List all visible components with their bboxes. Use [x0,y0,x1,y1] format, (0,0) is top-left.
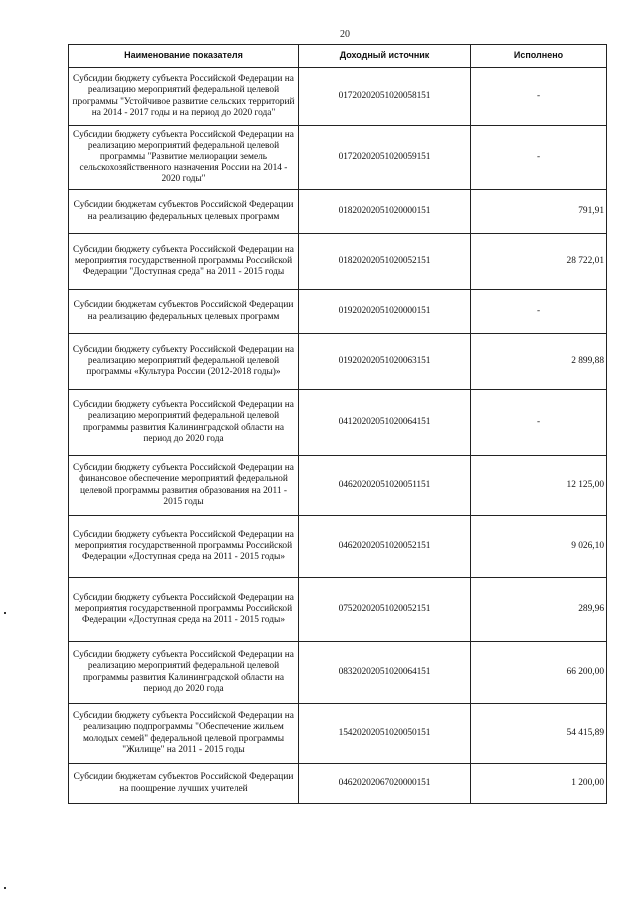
table-row [69,516,607,578]
table-row [69,578,607,642]
revenue-source-cell: 04120202051020064151 [299,390,471,456]
indicator-name-cell: Субсидии бюджету субъекта Российской Федерации на реализацию мероприятий федеральной целевой программы развития Калининградской области на период до 2020 года [69,390,299,456]
table-row [69,334,607,390]
revenue-source-cell: 01720202051020058151 [299,68,471,126]
revenue-source-cell: 01820202051020052151 [299,234,471,290]
indicator-name-cell: Субсидии бюджету субъекта Российской Федерации на реализацию мероприятий федеральной целевой программы "Устойчивое развитие сельских территорий на 2014 - 2017 годы и на период до 2020 года" [69,68,299,126]
table-row [69,68,607,126]
revenue-source-cell: 04620202051020051151 [299,456,471,516]
executed-amount-cell: 12 125,00 [471,456,607,516]
table-row [69,126,607,190]
table-row [69,290,607,334]
indicator-name-cell: Субсидии бюджету субъекту Российской Федерации на реализацию мероприятий федеральной целевой программы «Культура России (2012-2018 годы)» [69,334,299,390]
table-row [69,642,607,704]
header-executed: Исполнено [471,45,607,68]
indicator-name-cell: Субсидии бюджету субъекта Российской Федерации на финансовое обеспечение мероприятий федеральной целевой программы развития образования на 2011 - 2015 годы [69,456,299,516]
table-row [69,704,607,764]
revenue-source-cell: 01920202051020063151 [299,334,471,390]
executed-amount-cell: 54 415,89 [471,704,607,764]
header-revenue-source: Доходный источник [299,45,471,68]
table-row [69,456,607,516]
table-row [69,764,607,804]
table-row [69,234,607,290]
executed-amount-cell: 1 200,00 [471,764,607,804]
revenue-table [68,44,607,804]
indicator-name-cell: Субсидии бюджетам субъектов Российской Федерации на реализацию федеральных целевых программ [69,290,299,334]
scan-mark [4,612,6,614]
indicator-name-cell: Субсидии бюджету субъекта Российской Федерации на реализацию мероприятий федеральной целевой программы развития Калининградской области на период до 2020 года [69,642,299,704]
executed-amount-cell: 2 899,88 [471,334,607,390]
executed-amount-cell: - [471,390,607,456]
executed-amount-cell: - [471,126,607,190]
table-header-row [69,45,607,68]
executed-amount-cell: 791,91 [471,190,607,234]
indicator-name-cell: Субсидии бюджету субъекта Российской Федерации на мероприятия государственной программы Российской Федерации «Доступная среда на 2011 - 2015 годы» [69,578,299,642]
table-row [69,390,607,456]
indicator-name-cell: Субсидии бюджету субъекта Российской Федерации на мероприятия государственной программы Российской Федерации «Доступная среда на 2011 - 2015 годы» [69,516,299,578]
revenue-source-cell: 01920202051020000151 [299,290,471,334]
header-indicator-name: Наименование показателя [69,45,299,68]
indicator-name-cell: Субсидии бюджету субъекта Российской Федерации на реализацию мероприятий федеральной целевой программы "Развитие мелиорации земель сельскохозяйственного назначения России на 2014 - 2020 годы" [69,126,299,190]
indicator-name-cell: Субсидии бюджетам субъектов Российской Федерации на поощрение лучших учителей [69,764,299,804]
revenue-source-cell: 07520202051020052151 [299,578,471,642]
revenue-source-cell: 15420202051020050151 [299,704,471,764]
revenue-source-cell: 08320202051020064151 [299,642,471,704]
revenue-source-cell: 04620202051020052151 [299,516,471,578]
executed-amount-cell: - [471,290,607,334]
revenue-source-cell: 01720202051020059151 [299,126,471,190]
scan-mark [4,887,6,889]
revenue-source-cell: 04620202067020000151 [299,764,471,804]
revenue-source-cell: 01820202051020000151 [299,190,471,234]
indicator-name-cell: Субсидии бюджетам субъектов Российской Федерации на реализацию федеральных целевых программ [69,190,299,234]
executed-amount-cell: 66 200,00 [471,642,607,704]
executed-amount-cell: 28 722,01 [471,234,607,290]
executed-amount-cell: - [471,68,607,126]
executed-amount-cell: 9 026,10 [471,516,607,578]
table-body [69,68,607,804]
indicator-name-cell: Субсидии бюджету субъекта Российской Федерации на мероприятия государственной программы Российской Федерации "Доступная среда" на 2011 - 2015 годы [69,234,299,290]
table-row [69,190,607,234]
page-number: 20 [340,29,350,40]
indicator-name-cell: Субсидии бюджету субъекта Российской Федерации на реализацию подпрограммы "Обеспечение жильем молодых семей" федеральной целевой программы "Жилище" на 2011 - 2015 годы [69,704,299,764]
executed-amount-cell: 289,96 [471,578,607,642]
